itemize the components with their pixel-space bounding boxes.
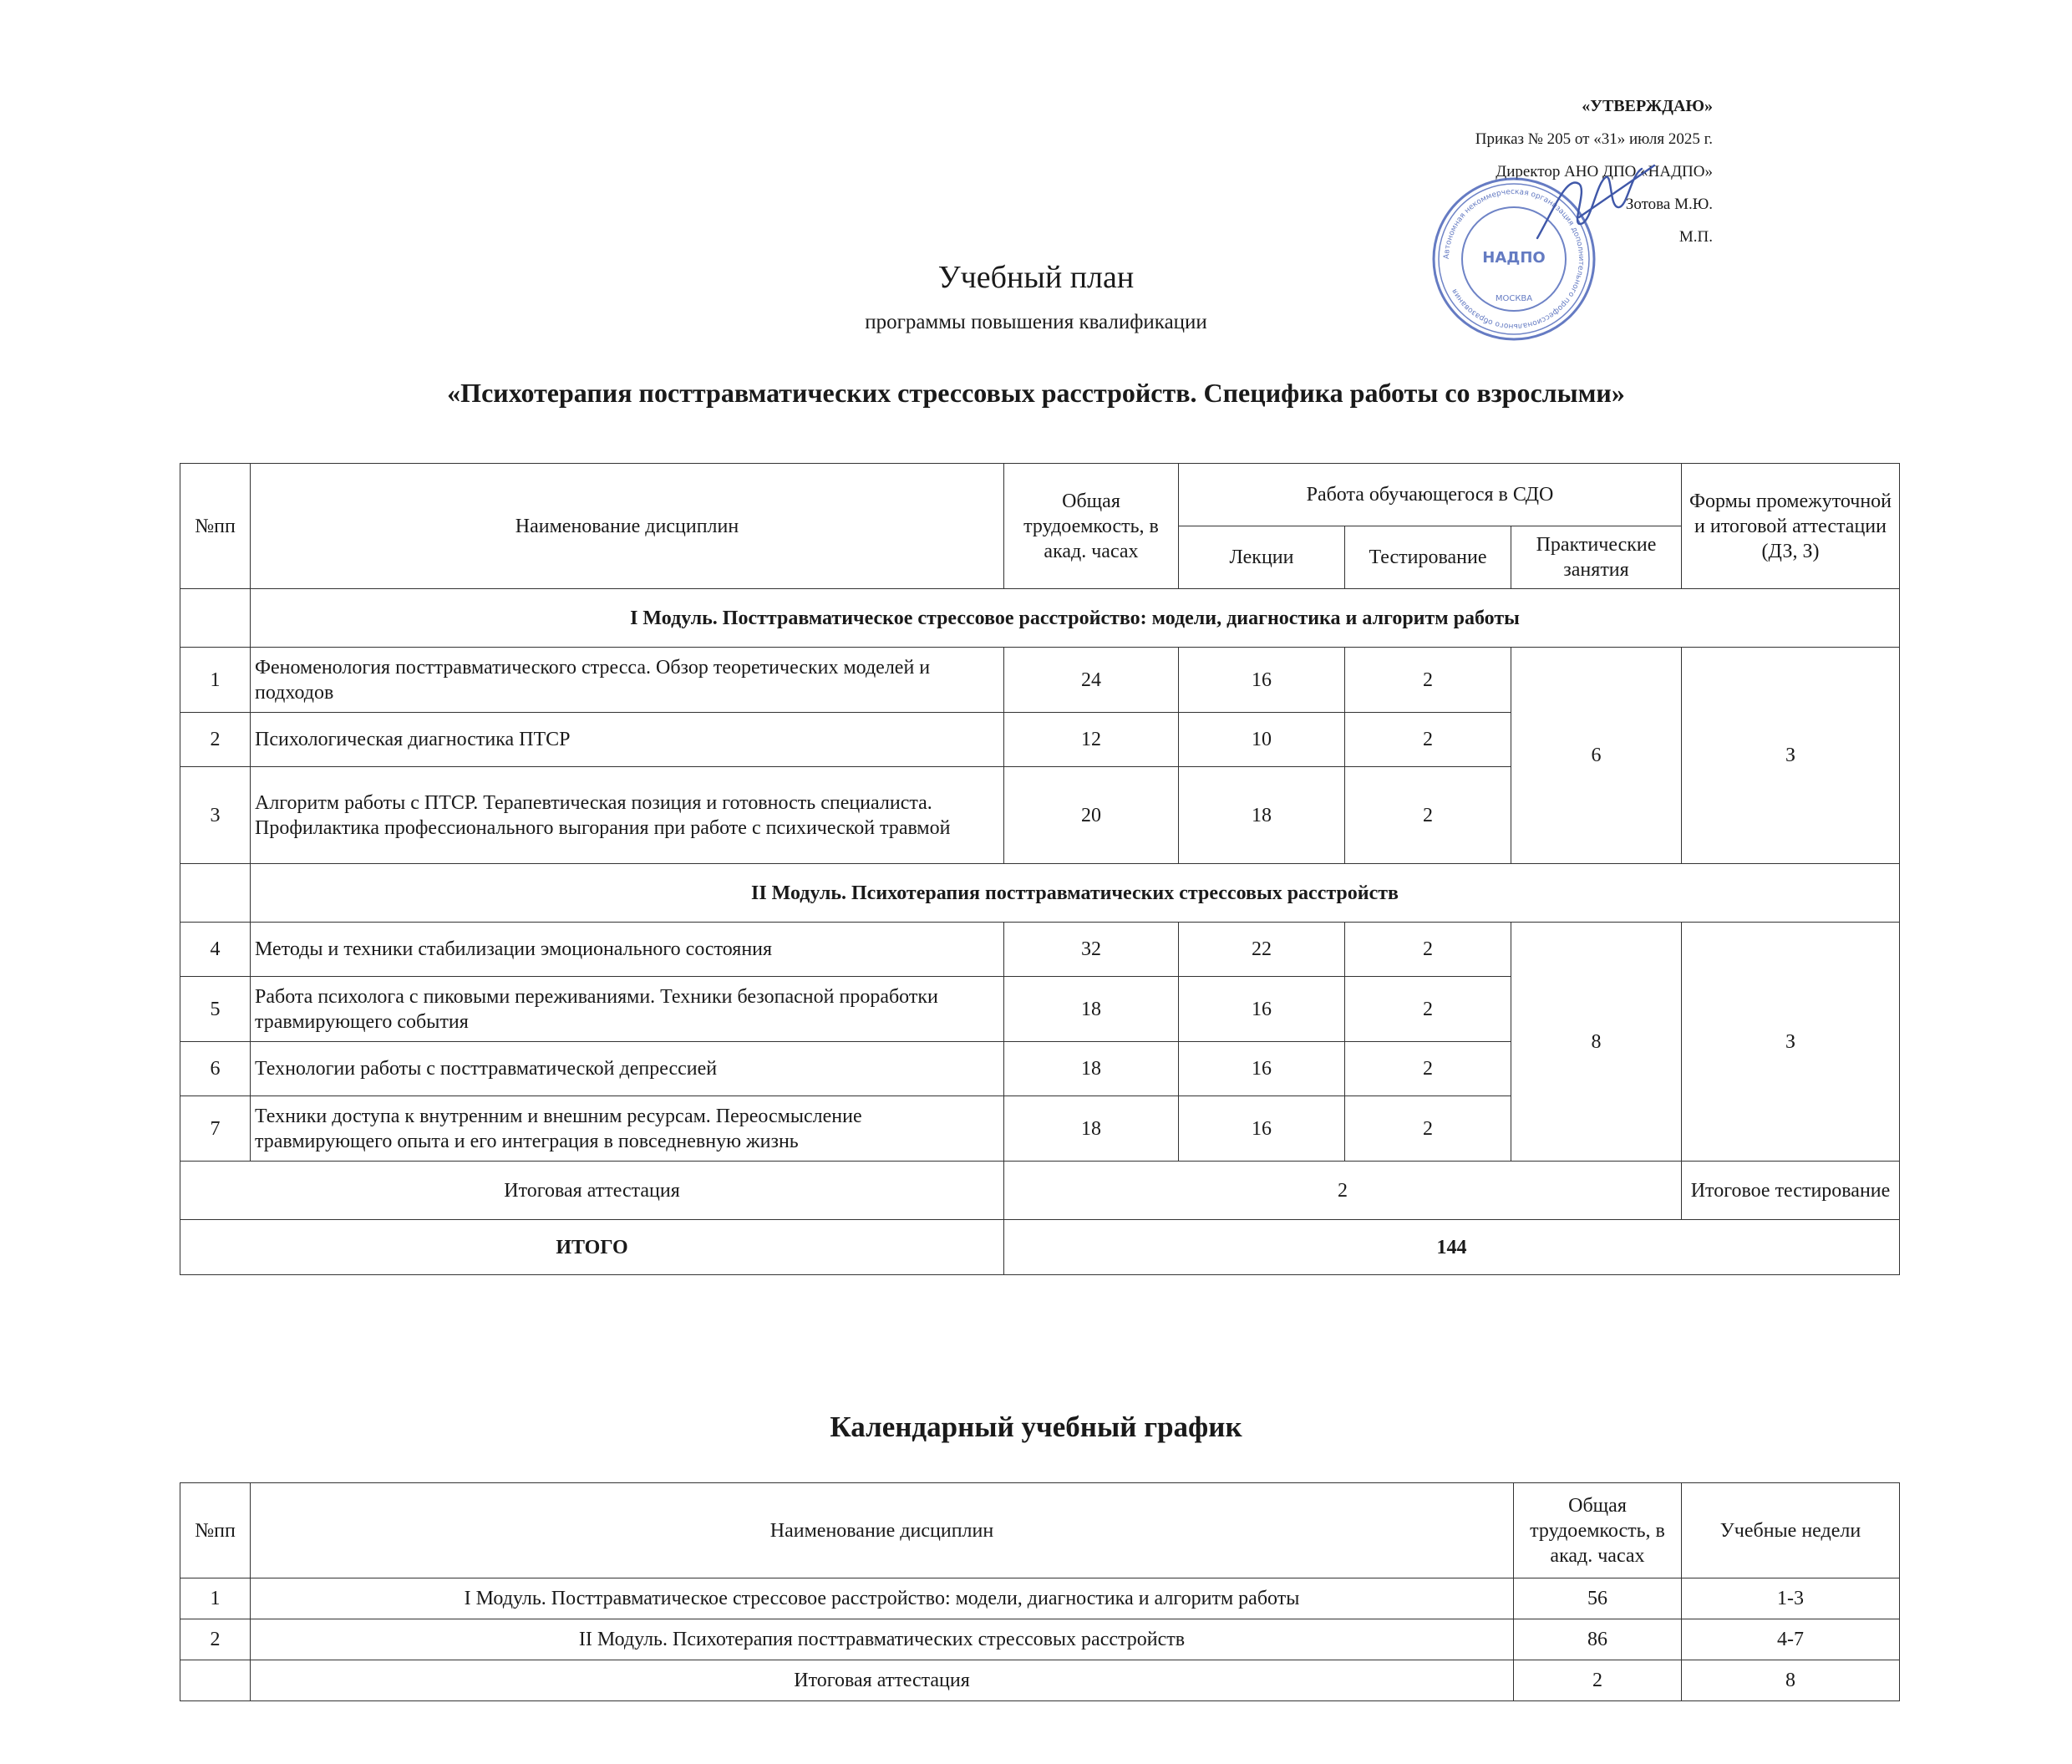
row-total: 24	[1004, 648, 1179, 713]
module-form: З	[1682, 923, 1900, 1162]
row-name: Работа психолога с пиковыми переживаниями. Техники безопасной проработки травмирующего события	[251, 977, 1004, 1042]
page-title: Учебный план	[937, 260, 1135, 295]
header-practice: Практические занятия	[1511, 526, 1682, 589]
module-practice: 8	[1511, 923, 1682, 1162]
module-row	[180, 589, 1900, 648]
row-num: 1	[180, 648, 251, 713]
row-num: 3	[180, 767, 251, 864]
row-num: 5	[180, 977, 251, 1042]
row-testing: 2	[1345, 977, 1511, 1042]
final-attestation-row	[180, 1162, 1900, 1220]
row-lectures: 16	[1179, 977, 1345, 1042]
row-name: Техники доступа к внутренним и внешним ресурсам. Переосмысление травмирующего опыта и его интеграция в повседневную жизнь	[251, 1096, 1004, 1162]
approval-heading: «УТВЕРЖДАЮ»	[1582, 97, 1713, 115]
schedule-table	[180, 1482, 1900, 1701]
curriculum-table	[180, 463, 1900, 1275]
module-title: I Модуль. Посттравматическое стрессовое расстройство: модели, диагностика и алгоритм работы	[251, 589, 1900, 648]
row-total: 32	[1004, 923, 1179, 977]
row-total: 2	[1514, 1660, 1682, 1701]
row-name: Итоговая аттестация	[251, 1660, 1514, 1701]
row-num	[180, 1660, 251, 1701]
approval-mp: М.П.	[1678, 228, 1713, 246]
table-row	[180, 648, 1900, 713]
row-testing: 2	[1345, 648, 1511, 713]
header-testing: Тестирование	[1345, 526, 1511, 589]
row-total: 86	[1514, 1619, 1682, 1660]
row-num: 2	[180, 1619, 251, 1660]
approval-order: Приказ № 205 от «31» июля 2025 г.	[1475, 130, 1713, 148]
table-row	[180, 1578, 1900, 1619]
approval-director: Директор АНО ДПО «НАДПО»	[1496, 163, 1713, 180]
header-weeks: Учебные недели	[1682, 1483, 1900, 1578]
row-lectures: 16	[1179, 1042, 1345, 1096]
row-num: 1	[180, 1578, 251, 1619]
row-testing: 2	[1345, 1042, 1511, 1096]
final-hours: 2	[1004, 1162, 1682, 1220]
row-total: 18	[1004, 1042, 1179, 1096]
header-total: Общая трудоемкость, в акад. часах	[1514, 1483, 1682, 1578]
row-total: 12	[1004, 713, 1179, 767]
row-lectures: 22	[1179, 923, 1345, 977]
row-name: I Модуль. Посттравматическое стрессовое расстройство: модели, диагностика и алгоритм работы	[251, 1578, 1514, 1619]
row-lectures: 18	[1179, 767, 1345, 864]
row-name: Феноменология посттравматического стресса. Обзор теоретических моделей и подходов	[251, 648, 1004, 713]
table-row	[180, 1660, 1900, 1701]
signature	[1529, 159, 1679, 251]
header-name: Наименование дисциплин	[251, 464, 1004, 589]
row-total: 20	[1004, 767, 1179, 864]
header-lectures: Лекции	[1179, 526, 1345, 589]
row-num: 2	[180, 713, 251, 767]
total-row	[180, 1220, 1900, 1275]
row-name: Технологии работы с посттравматической депрессией	[251, 1042, 1004, 1096]
module-row	[180, 864, 1900, 923]
header-num: №пп	[180, 464, 251, 589]
table-header-row	[180, 464, 1900, 526]
header-work: Работа обучающегося в СДО	[1179, 464, 1682, 526]
row-total: 18	[1004, 1096, 1179, 1162]
header-forms: Формы промежуточной и итоговой аттестации (ДЗ, З)	[1682, 464, 1900, 589]
schedule-title: Календарный учебный график	[830, 1411, 1242, 1443]
header-total: Общая трудоемкость, в акад. часах	[1004, 464, 1179, 589]
seal-city-text: МОСКВА	[1495, 294, 1533, 303]
module-form: З	[1682, 648, 1900, 864]
module-practice: 6	[1511, 648, 1682, 864]
row-testing: 2	[1345, 923, 1511, 977]
row-weeks: 1-3	[1682, 1578, 1900, 1619]
row-name: Психологическая диагностика ПТСР	[251, 713, 1004, 767]
row-weeks: 8	[1682, 1660, 1900, 1701]
row-lectures: 16	[1179, 1096, 1345, 1162]
final-label: Итоговая аттестация	[180, 1162, 1004, 1220]
row-num: 7	[180, 1096, 251, 1162]
row-total: 56	[1514, 1578, 1682, 1619]
table-row	[180, 923, 1900, 977]
row-testing: 2	[1345, 1096, 1511, 1162]
row-name: II Модуль. Психотерапия посттравматических стрессовых расстройств	[251, 1619, 1514, 1660]
total-hours: 144	[1004, 1220, 1900, 1275]
header-name: Наименование дисциплин	[251, 1483, 1514, 1578]
table-row	[180, 1619, 1900, 1660]
header-num: №пп	[180, 1483, 251, 1578]
total-label: ИТОГО	[180, 1220, 1004, 1275]
row-lectures: 10	[1179, 713, 1345, 767]
row-lectures: 16	[1179, 648, 1345, 713]
row-testing: 2	[1345, 713, 1511, 767]
seal-ring-text: Автономная некоммерческая организация дополнительного профессионального образования	[1442, 187, 1586, 331]
row-testing: 2	[1345, 767, 1511, 864]
row-name: Алгоритм работы с ПТСР. Терапевтическая позиция и готовность специалиста. Профилактика профессионального выгорания при работе с психической травмой	[251, 767, 1004, 864]
row-name: Методы и техники стабилизации эмоционального состояния	[251, 923, 1004, 977]
approval-name: Зотова М.Ю.	[1625, 196, 1713, 213]
seal-center-text: НАДПО	[1482, 249, 1546, 267]
page-subtitle: программы повышения квалификации	[865, 311, 1207, 333]
final-form: Итоговое тестирование	[1682, 1162, 1900, 1220]
module-title: II Модуль. Психотерапия посттравматических стрессовых расстройств	[251, 864, 1900, 923]
table-header-row	[180, 1483, 1900, 1578]
row-weeks: 4-7	[1682, 1619, 1900, 1660]
row-num: 6	[180, 1042, 251, 1096]
program-title: «Психотерапия посттравматических стрессовых расстройств. Специфика работы со взрослыми»	[447, 378, 1625, 408]
row-total: 18	[1004, 977, 1179, 1042]
row-num: 4	[180, 923, 251, 977]
